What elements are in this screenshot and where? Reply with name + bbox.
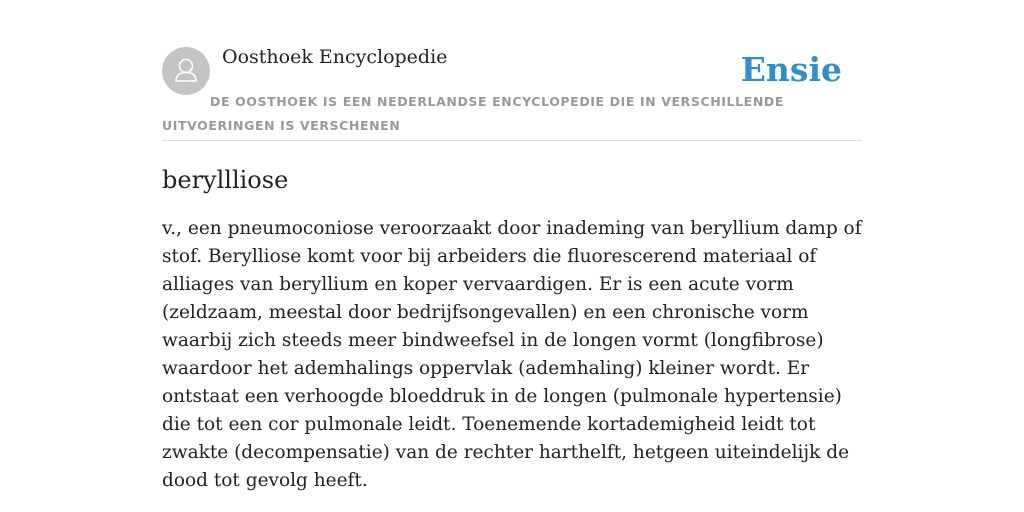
entry-card (162, 40, 862, 495)
brand-logo[interactable]: Ensie (740, 50, 842, 89)
entry-definition: v., een pneumoconiose veroorzaakt door inademing van beryllium damp of stof. Berylliose komt voor bij arbeiders die fluorescerend materiaal of alliages van beryllium en koper vervaardigen. Er is een acute vorm (zeldzaam, meestal door bedrijfsongevallen) en een chronische vorm waarbij zich steeds meer bindweefsel in de longen vormt (longfibrose) waardoor het ademhalings oppervlak (ademhaling) kleiner wordt. Er ontstaat een verhoogde bloeddruk in de longen (pulmonale hypertensie) die tot een cor pulmonale leidt. Toenemende kortademigheid leidt tot zwakte (decompensatie) van de rechter harthelft, hetgeen uiteindelijk de dood tot gevolg heeft. (162, 218, 862, 491)
entry-term: beryllliose (162, 166, 289, 194)
entry-header (162, 40, 862, 141)
source-description: DE OOSTHOEK IS EEN NEDERLANDSE ENCYCLOPEDIE DIE IN VERSCHILLENDE UITVOERINGEN IS VERSCHENEN (162, 94, 784, 133)
avatar[interactable] (162, 47, 210, 95)
user-icon (162, 47, 210, 95)
source-name[interactable]: Oosthoek Encyclopedie (222, 46, 448, 68)
